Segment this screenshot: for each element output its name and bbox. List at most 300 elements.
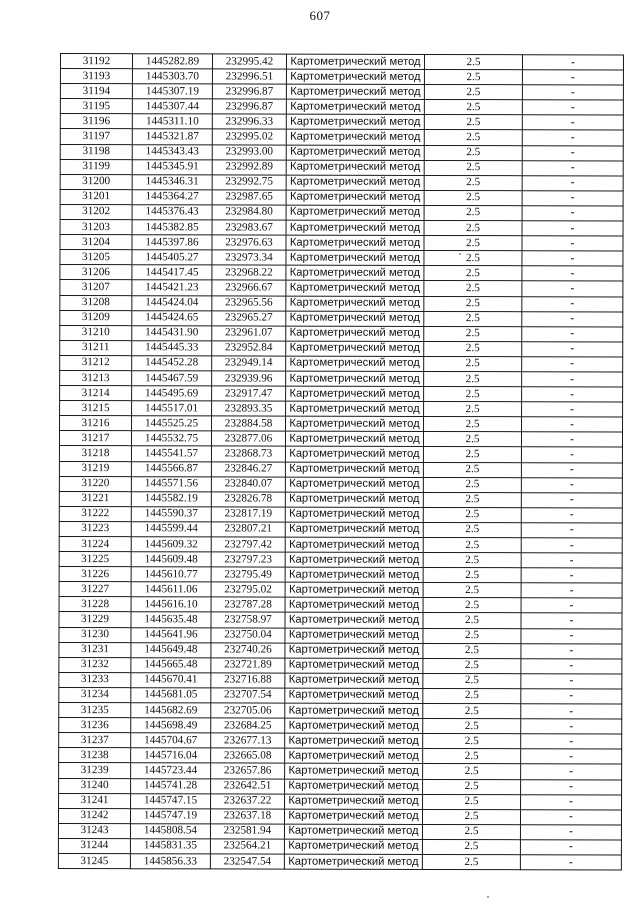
x-coordinate-cell: 1445609.32 <box>131 537 211 552</box>
y-coordinate-cell: 232758.97 <box>211 612 285 627</box>
y-coordinate-cell: 232840.07 <box>211 477 285 492</box>
point-number-cell: 31198 <box>60 144 132 159</box>
point-number-cell: 31235 <box>59 703 131 718</box>
point-number-cell: 31241 <box>59 793 131 808</box>
extra-cell: - <box>522 251 623 266</box>
extra-cell: - <box>520 840 621 855</box>
x-coordinate-cell: 1445831.35 <box>130 839 210 854</box>
accuracy-cell: 2.5 <box>423 749 521 764</box>
x-coordinate-cell: 1445382.85 <box>132 220 212 235</box>
y-coordinate-cell: 232877.06 <box>211 431 285 446</box>
accuracy-cell: 2.5 <box>423 703 521 718</box>
extra-cell: - <box>522 357 623 372</box>
point-number-cell: 31245 <box>58 853 130 868</box>
point-number-cell: 31213 <box>60 370 132 385</box>
method-cell: Картометрический метод <box>285 582 423 597</box>
y-coordinate-cell: 232740.26 <box>211 643 285 658</box>
method-cell: Картометрический метод <box>286 250 424 265</box>
x-coordinate-cell: 1445431.90 <box>132 325 212 340</box>
table-row <box>60 386 623 403</box>
point-number-cell: 31205 <box>60 250 132 265</box>
accuracy-cell: 2.5 <box>423 447 521 462</box>
point-number-cell: 31199 <box>60 159 132 174</box>
x-coordinate-cell: 1445716.04 <box>131 748 211 763</box>
accuracy-cell: 2.5 <box>423 643 521 658</box>
accuracy-cell: 2.5 <box>424 190 522 205</box>
accuracy-cell: 2.5 <box>424 296 522 311</box>
point-number-cell: 31233 <box>59 672 131 687</box>
y-coordinate-cell: 232657.86 <box>211 763 285 778</box>
point-number-cell: 31195 <box>60 99 132 114</box>
method-cell: Картометрический метод <box>284 824 422 839</box>
y-coordinate-cell: 232983.67 <box>212 220 286 235</box>
extra-cell: - <box>522 417 623 432</box>
table-row <box>58 838 621 855</box>
table-row <box>59 748 622 765</box>
y-coordinate-cell: 232965.56 <box>212 295 286 310</box>
x-coordinate-cell: 1445590.37 <box>131 507 211 522</box>
method-cell: Картометрический метод <box>286 341 424 356</box>
accuracy-cell: 2.5 <box>423 688 521 703</box>
method-cell: Картометрический метод <box>286 280 424 295</box>
method-cell: Картометрический метод <box>285 748 423 763</box>
point-number-cell: 31231 <box>59 642 131 657</box>
x-coordinate-cell: 1445345.91 <box>132 159 212 174</box>
accuracy-cell: 2.5 <box>424 251 522 266</box>
y-coordinate-cell: 232721.89 <box>211 658 285 673</box>
y-coordinate-cell: 232665.08 <box>211 748 285 763</box>
point-number-cell: 31207 <box>60 280 132 295</box>
table-row <box>59 627 622 644</box>
table-row <box>59 597 622 614</box>
extra-cell: - <box>521 508 622 523</box>
accuracy-cell: 2.5 <box>424 266 522 281</box>
y-coordinate-cell: 232564.21 <box>210 839 284 854</box>
x-coordinate-cell: 1445445.33 <box>132 340 212 355</box>
y-coordinate-cell: 232707.54 <box>211 688 285 703</box>
table-row <box>59 567 622 584</box>
table-row <box>59 733 622 750</box>
x-coordinate-cell: 1445311.10 <box>132 114 212 129</box>
point-number-cell: 31210 <box>60 325 132 340</box>
accuracy-cell: 2.5 <box>424 145 522 160</box>
point-number-cell: 31238 <box>59 748 131 763</box>
extra-cell: - <box>522 372 623 387</box>
point-number-cell: 31192 <box>60 54 132 69</box>
method-cell: Картометрический метод <box>285 613 423 628</box>
method-cell: Картометрический метод <box>285 673 423 688</box>
y-coordinate-cell: 232684.25 <box>211 718 285 733</box>
point-number-cell: 31232 <box>59 657 131 672</box>
point-number-cell: 31227 <box>59 582 131 597</box>
y-coordinate-cell: 232893.35 <box>212 401 286 416</box>
y-coordinate-cell: 232795.02 <box>211 582 285 597</box>
y-coordinate-cell: 232787.28 <box>211 597 285 612</box>
point-number-cell: 31242 <box>58 808 130 823</box>
accuracy-cell: 2.5 <box>423 613 521 628</box>
accuracy-cell: 2.5 <box>424 281 522 296</box>
method-cell: Картометрический метод <box>285 658 423 673</box>
x-coordinate-cell: 1445307.19 <box>132 84 212 99</box>
extra-cell: - <box>521 613 622 628</box>
method-cell: Картометрический метод <box>285 688 423 703</box>
extra-cell: - <box>521 704 622 719</box>
accuracy-cell: 2.5 <box>423 537 521 552</box>
table-row <box>60 159 623 176</box>
accuracy-cell: 2.5 <box>424 402 522 417</box>
table-row <box>59 687 622 704</box>
y-coordinate-cell: 232868.73 <box>211 446 285 461</box>
method-cell: Картометрический метод <box>284 854 422 869</box>
point-number-cell: 31193 <box>60 69 132 84</box>
x-coordinate-cell: 1445532.75 <box>131 431 211 446</box>
x-coordinate-cell: 1445321.87 <box>132 129 212 144</box>
x-coordinate-cell: 1445376.43 <box>132 205 212 220</box>
method-cell: Картометрический метод <box>286 69 424 84</box>
table-row <box>60 189 623 206</box>
x-coordinate-cell: 1445609.48 <box>131 552 211 567</box>
accuracy-cell: 2.5 <box>422 824 520 839</box>
extra-cell: - <box>522 70 623 85</box>
accuracy-cell: 2.5 <box>423 492 521 507</box>
coordinates-table <box>58 53 624 871</box>
x-coordinate-cell: 1445741.28 <box>131 778 211 793</box>
point-number-cell: 31230 <box>59 627 131 642</box>
method-cell: Картометрический метод <box>286 220 424 235</box>
extra-cell: - <box>522 402 623 417</box>
y-coordinate-cell: 232547.54 <box>210 854 284 869</box>
accuracy-cell: 2.5 <box>423 477 521 492</box>
extra-cell: - <box>521 658 622 673</box>
extra-cell: - <box>522 160 623 175</box>
extra-cell: - <box>521 462 622 477</box>
method-cell: Картометрический метод <box>285 477 423 492</box>
method-cell: Картометрический метод <box>285 431 423 446</box>
accuracy-cell: 2.5 <box>422 854 520 869</box>
y-coordinate-cell: 232952.84 <box>212 341 286 356</box>
accuracy-cell: 2.5 <box>424 387 522 402</box>
method-cell: Картометрический метод <box>286 296 424 311</box>
extra-cell: - <box>521 598 622 613</box>
method-cell: Картометрический метод <box>285 492 423 507</box>
y-coordinate-cell: 232992.75 <box>212 175 286 190</box>
point-number-cell: 31225 <box>59 552 131 567</box>
table-row <box>60 325 623 342</box>
x-coordinate-cell: 1445364.27 <box>132 190 212 205</box>
accuracy-cell: 2.5 <box>424 311 522 326</box>
accuracy-cell: 2.5 <box>423 673 521 688</box>
extra-cell: - <box>522 341 623 356</box>
accuracy-cell: 2.5 <box>424 356 522 371</box>
table-row <box>60 220 623 237</box>
accuracy-cell: 2.5 <box>424 70 522 85</box>
table-row <box>60 144 623 161</box>
table-row <box>59 552 622 569</box>
x-coordinate-cell: 1445611.06 <box>131 582 211 597</box>
x-coordinate-cell: 1445670.41 <box>131 673 211 688</box>
y-coordinate-cell: 232961.07 <box>212 326 286 341</box>
extra-cell: - <box>521 523 622 538</box>
x-coordinate-cell: 1445747.19 <box>130 808 210 823</box>
table-row <box>59 718 622 735</box>
x-coordinate-cell: 1445541.57 <box>131 446 211 461</box>
y-coordinate-cell: 232795.49 <box>211 567 285 582</box>
x-coordinate-cell: 1445808.54 <box>130 823 210 838</box>
method-cell: Картометрический метод <box>286 130 424 145</box>
accuracy-cell: 2.5 <box>424 130 522 145</box>
table-row <box>59 446 622 463</box>
method-cell: Картометрический метод <box>285 567 423 582</box>
y-coordinate-cell: 232677.13 <box>211 733 285 748</box>
method-cell: Картометрический метод <box>286 160 424 175</box>
table-row <box>59 642 622 659</box>
extra-cell: - <box>521 689 622 704</box>
method-cell: Картометрический метод <box>284 809 422 824</box>
y-coordinate-cell: 232884.58 <box>212 416 286 431</box>
accuracy-cell: 2.5 <box>424 417 522 432</box>
y-coordinate-cell: 232949.14 <box>212 356 286 371</box>
extra-cell: - <box>520 824 621 839</box>
table-row <box>60 99 623 116</box>
accuracy-cell: 2.5 <box>423 794 521 809</box>
y-coordinate-cell: 232826.78 <box>211 492 285 507</box>
x-coordinate-cell: 1445303.70 <box>132 69 212 84</box>
method-cell: Картометрический метод <box>286 401 424 416</box>
point-number-cell: 31203 <box>60 220 132 235</box>
y-coordinate-cell: 232996.87 <box>212 84 286 99</box>
y-coordinate-cell: 232987.65 <box>212 190 286 205</box>
point-number-cell: 31194 <box>60 84 132 99</box>
x-coordinate-cell: 1445704.67 <box>131 733 211 748</box>
y-coordinate-cell: 232966.67 <box>212 280 286 295</box>
point-number-cell: 31226 <box>59 567 131 582</box>
x-coordinate-cell: 1445525.25 <box>132 416 212 431</box>
x-coordinate-cell: 1445346.31 <box>132 174 212 189</box>
y-coordinate-cell: 232968.22 <box>212 265 286 280</box>
point-number-cell: 31243 <box>58 823 130 838</box>
point-number-cell: 31240 <box>59 778 131 793</box>
x-coordinate-cell: 1445610.77 <box>131 567 211 582</box>
accuracy-cell: 2.5 <box>423 432 521 447</box>
table-row <box>59 793 622 810</box>
point-number-cell: 31224 <box>59 536 131 551</box>
x-coordinate-cell: 1445747.15 <box>131 793 211 808</box>
extra-cell: - <box>522 221 623 236</box>
table-row <box>60 340 623 357</box>
table-row <box>59 612 622 629</box>
x-coordinate-cell: 1445599.44 <box>131 522 211 537</box>
extra-cell: - <box>521 643 622 658</box>
method-cell: Картометрический метод <box>285 522 423 537</box>
table-row <box>60 69 623 86</box>
method-cell: Картометрический метод <box>286 175 424 190</box>
y-coordinate-cell: 232992.89 <box>212 160 286 175</box>
extra-cell: - <box>522 85 623 100</box>
x-coordinate-cell: 1445566.87 <box>131 461 211 476</box>
method-cell: Картометрический метод <box>286 54 424 69</box>
method-cell: Картометрический метод <box>285 718 423 733</box>
table-row <box>59 763 622 780</box>
y-coordinate-cell: 232984.80 <box>212 205 286 220</box>
extra-cell: - <box>522 55 623 70</box>
extra-cell: - <box>521 734 622 749</box>
method-cell: Картометрический метод <box>286 99 424 114</box>
x-coordinate-cell: 1445856.33 <box>130 854 210 869</box>
extra-cell: - <box>522 266 623 281</box>
x-coordinate-cell: 1445635.48 <box>131 612 211 627</box>
page-number: 607 <box>309 8 331 23</box>
scan-speck <box>459 253 461 255</box>
x-coordinate-cell: 1445495.69 <box>132 386 212 401</box>
x-coordinate-cell: 1445421.23 <box>132 280 212 295</box>
extra-cell: - <box>522 145 623 160</box>
accuracy-cell: 2.5 <box>423 719 521 734</box>
accuracy-cell: 2.5 <box>424 54 522 69</box>
y-coordinate-cell: 232939.96 <box>212 371 286 386</box>
point-number-cell: 31228 <box>59 597 131 612</box>
accuracy-cell: 2.5 <box>424 205 522 220</box>
accuracy-cell: 2.5 <box>423 462 521 477</box>
method-cell: Картометрический метод <box>285 447 423 462</box>
accuracy-cell: 2.5 <box>423 779 521 794</box>
point-number-cell: 31218 <box>59 446 131 461</box>
accuracy-cell: 2.5 <box>423 764 521 779</box>
table-row <box>59 582 622 599</box>
point-number-cell: 31196 <box>60 114 132 129</box>
extra-cell: - <box>521 492 622 507</box>
x-coordinate-cell: 1445417.45 <box>132 265 212 280</box>
x-coordinate-cell: 1445616.10 <box>131 597 211 612</box>
table-row <box>59 476 622 493</box>
y-coordinate-cell: 232965.27 <box>212 310 286 325</box>
point-number-cell: 31201 <box>60 189 132 204</box>
x-coordinate-cell: 1445397.86 <box>132 235 212 250</box>
extra-cell: - <box>522 100 623 115</box>
extra-cell: - <box>521 628 622 643</box>
accuracy-cell: 2.5 <box>423 628 521 643</box>
x-coordinate-cell: 1445424.04 <box>132 295 212 310</box>
x-coordinate-cell: 1445517.01 <box>132 401 212 416</box>
accuracy-cell: 2.5 <box>423 734 521 749</box>
table-row <box>60 54 623 71</box>
extra-cell: - <box>520 855 621 870</box>
table-row <box>59 536 622 553</box>
x-coordinate-cell: 1445282.89 <box>132 54 212 69</box>
table-row <box>58 853 621 870</box>
point-number-cell: 31223 <box>59 521 131 536</box>
x-coordinate-cell: 1445405.27 <box>132 250 212 265</box>
table-row <box>59 431 622 448</box>
point-number-cell: 31206 <box>60 265 132 280</box>
accuracy-cell: 2.5 <box>424 236 522 251</box>
accuracy-cell: 2.5 <box>424 326 522 341</box>
y-coordinate-cell: 232642.51 <box>211 778 285 793</box>
table-row <box>60 280 623 297</box>
extra-cell: - <box>521 477 622 492</box>
point-number-cell: 31237 <box>59 733 131 748</box>
x-coordinate-cell: 1445467.59 <box>132 371 212 386</box>
y-coordinate-cell: 232995.42 <box>212 54 286 69</box>
method-cell: Картометрический метод <box>285 628 423 643</box>
extra-cell: - <box>522 191 623 206</box>
x-coordinate-cell: 1445665.48 <box>131 657 211 672</box>
extra-cell: - <box>522 130 623 145</box>
x-coordinate-cell: 1445681.05 <box>131 688 211 703</box>
table-row <box>60 355 623 372</box>
method-cell: Картометрический метод <box>286 265 424 280</box>
method-cell: Картометрический метод <box>286 311 424 326</box>
table-row <box>60 416 623 433</box>
method-cell: Картометрический метод <box>285 462 423 477</box>
extra-cell: - <box>522 175 623 190</box>
coordinates-table-body <box>58 54 623 871</box>
scan-speck <box>487 896 489 898</box>
method-cell: Картометрический метод <box>286 371 424 386</box>
table-row <box>59 506 622 523</box>
accuracy-cell: 2.5 <box>424 115 522 130</box>
point-number-cell: 31214 <box>60 386 132 401</box>
table-row <box>58 808 621 825</box>
accuracy-cell: 2.5 <box>423 522 521 537</box>
point-number-cell: 31208 <box>60 295 132 310</box>
x-coordinate-cell: 1445698.49 <box>131 718 211 733</box>
x-coordinate-cell: 1445649.48 <box>131 642 211 657</box>
point-number-cell: 31229 <box>59 612 131 627</box>
extra-cell: - <box>520 809 621 824</box>
x-coordinate-cell: 1445307.44 <box>132 99 212 114</box>
accuracy-cell: 2.5 <box>424 100 522 115</box>
accuracy-cell: 2.5 <box>424 371 522 386</box>
method-cell: Картометрический метод <box>285 552 423 567</box>
extra-cell: - <box>522 281 623 296</box>
y-coordinate-cell: 232995.02 <box>212 129 286 144</box>
method-cell: Картометрический метод <box>286 356 424 371</box>
table-row <box>59 703 622 720</box>
y-coordinate-cell: 232797.23 <box>211 552 285 567</box>
method-cell: Картометрический метод <box>285 794 423 809</box>
y-coordinate-cell: 232581.94 <box>210 824 284 839</box>
method-cell: Картометрический метод <box>285 537 423 552</box>
method-cell: Картометрический метод <box>286 386 424 401</box>
point-number-cell: 31239 <box>59 763 131 778</box>
y-coordinate-cell: 232996.33 <box>212 114 286 129</box>
table-row <box>59 657 622 674</box>
y-coordinate-cell: 232750.04 <box>211 627 285 642</box>
y-coordinate-cell: 232817.19 <box>211 507 285 522</box>
point-number-cell: 31244 <box>58 838 130 853</box>
method-cell: Картометрический метод <box>284 839 422 854</box>
method-cell: Картометрический метод <box>285 763 423 778</box>
method-cell: Картометрический метод <box>286 205 424 220</box>
point-number-cell: 31197 <box>60 129 132 144</box>
point-number-cell: 31221 <box>59 491 131 506</box>
extra-cell: - <box>522 387 623 402</box>
table-row <box>60 235 623 252</box>
method-cell: Картометрический метод <box>286 190 424 205</box>
extra-cell: - <box>522 115 623 130</box>
y-coordinate-cell: 232973.34 <box>212 250 286 265</box>
point-number-cell: 31219 <box>59 461 131 476</box>
method-cell: Картометрический метод <box>285 703 423 718</box>
method-cell: Картометрический метод <box>286 145 424 160</box>
extra-cell: - <box>521 583 622 598</box>
y-coordinate-cell: 232846.27 <box>211 461 285 476</box>
method-cell: Картометрический метод <box>285 643 423 658</box>
method-cell: Картометрический метод <box>286 235 424 250</box>
point-number-cell: 31217 <box>59 431 131 446</box>
x-coordinate-cell: 1445682.69 <box>131 703 211 718</box>
x-coordinate-cell: 1445452.28 <box>132 356 212 371</box>
